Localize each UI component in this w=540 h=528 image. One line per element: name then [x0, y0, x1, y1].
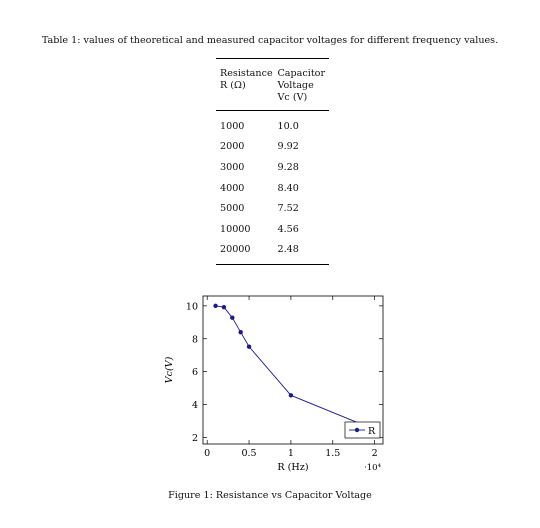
- table-header: [216, 59, 329, 111]
- data-point: [238, 330, 242, 334]
- figure-caption: Figure 1: Resistance vs Capacitor Voltage: [168, 490, 372, 501]
- y-tick-label: 2: [191, 432, 198, 444]
- y-tick-label: 8: [191, 334, 198, 346]
- cell-resistance: 5000: [220, 203, 245, 215]
- cell-voltage: 9.28: [277, 161, 299, 173]
- x-tick-label: 0: [204, 448, 211, 459]
- cell-voltage: 9.92: [277, 141, 299, 153]
- x-scale-label: ·10⁴: [364, 463, 381, 473]
- cell-resistance: 3000: [220, 161, 245, 173]
- cell-resistance: 10000: [220, 223, 251, 235]
- series-line: [216, 306, 375, 430]
- data-point: [289, 393, 293, 397]
- x-tick-label: 1.5: [325, 448, 341, 459]
- cell-resistance: 1000: [220, 120, 245, 132]
- table-body: [216, 111, 329, 264]
- cell-resistance: 2000: [220, 141, 245, 153]
- cell-voltage: 2.48: [277, 244, 299, 256]
- table-row: [216, 219, 329, 240]
- cell-voltage: 7.52: [277, 203, 299, 215]
- data-point: [247, 344, 251, 348]
- y-tick-label: 10: [185, 301, 198, 313]
- cell-voltage: 8.40: [277, 182, 299, 194]
- line-chart: [150, 288, 400, 483]
- y-tick-label: 4: [191, 400, 198, 412]
- header-voltage-line2: Voltage: [277, 80, 314, 91]
- header-resistance: [220, 68, 277, 104]
- table-row: [216, 178, 329, 199]
- data-table: [216, 58, 329, 265]
- data-point: [213, 304, 217, 308]
- header-voltage: [277, 68, 329, 104]
- cell-voltage: 10.0: [277, 120, 299, 132]
- table-row: [216, 157, 329, 178]
- header-resistance-line2: R (Ω): [220, 80, 246, 91]
- x-tick-label: 2: [371, 448, 378, 459]
- header-voltage-line1: Capacitor: [277, 68, 326, 79]
- header-voltage-line3: Vc (V): [277, 92, 308, 103]
- y-tick-label: 6: [191, 367, 198, 379]
- data-point: [230, 316, 234, 320]
- x-tick-label: 0.5: [241, 448, 257, 459]
- cell-resistance: 4000: [220, 182, 245, 194]
- legend-marker: [355, 428, 359, 432]
- x-tick-label: 1: [287, 448, 294, 459]
- table-row: [216, 116, 329, 137]
- table-row: [216, 198, 329, 219]
- x-axis-label: R (Hz): [277, 462, 309, 473]
- table-caption: Table 1: values of theoretical and measured capacitor voltages for different frequency values.: [41, 35, 499, 46]
- y-axis-label: Vc(V): [164, 356, 175, 384]
- legend-label: R: [368, 426, 376, 437]
- table-row: [216, 137, 329, 158]
- table-row: [216, 240, 329, 261]
- header-resistance-line1: Resistance: [220, 68, 273, 79]
- cell-resistance: 20000: [220, 244, 251, 256]
- cell-voltage: 4.56: [277, 223, 299, 235]
- data-point: [222, 305, 226, 309]
